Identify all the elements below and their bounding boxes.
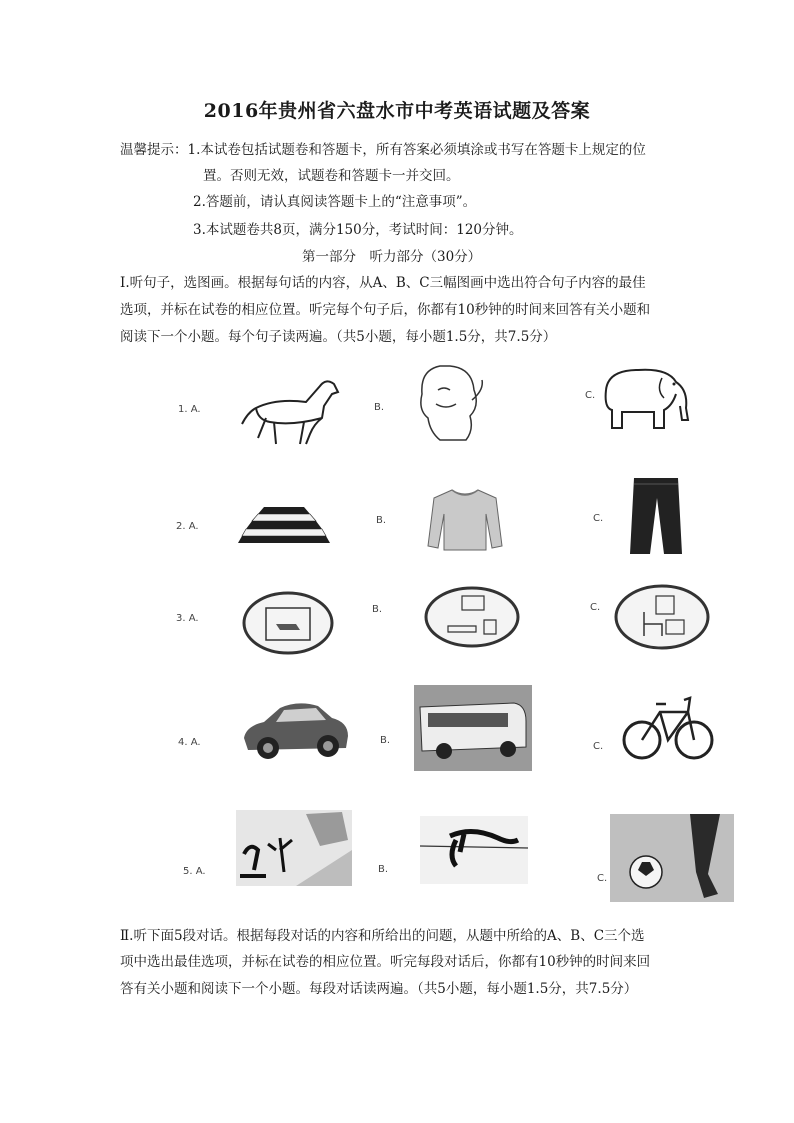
section2-line-3: 答有关小题和阅读下一个小题。每段对话读两遍。（共5小题，每小题1.5分，共7.5分） xyxy=(120,981,638,997)
car-picture xyxy=(240,692,352,764)
part1-heading: 第一部分 听力部分（30分） xyxy=(302,249,482,265)
notice-line-3: 2.答题前，请认真阅读答题卡上的“注意事项”。 xyxy=(193,194,477,210)
jeans-picture xyxy=(628,476,684,556)
weightlifting-picture xyxy=(236,810,352,886)
option-b-label: B. xyxy=(376,515,387,526)
football-picture xyxy=(610,814,734,902)
chair-scene-picture xyxy=(614,584,710,650)
notice-line-4: 3.本试题卷共8页，满分150分，考试时间：120分钟。 xyxy=(193,222,523,238)
elephant-picture xyxy=(598,360,694,434)
question-1-label: 1. A. xyxy=(178,404,201,415)
bicycle-picture xyxy=(622,684,714,768)
section1-line-3: 阅读下一个小题。每个句子读两遍。（共5小题，每小题1.5分，共7.5分） xyxy=(120,329,557,345)
lion-picture xyxy=(410,360,490,444)
option-c-label: C. xyxy=(593,513,604,524)
option-b-label: B. xyxy=(374,402,385,413)
question-5-label: 5. A. xyxy=(183,866,206,877)
sweater-picture xyxy=(426,486,504,552)
section1-line-2: 选项，并标在试卷的相应位置。听完每个句子后，你都有10秒钟的时间来回答有关小题和 xyxy=(120,302,651,318)
notice-line-1: 温馨提示：1.本试卷包括试题卷和答题卡，所有答案必须填涂或书写在答题卡上规定的位 xyxy=(120,142,646,158)
horse-picture xyxy=(236,372,344,448)
section1-line-1: Ⅰ.听句子，选图画。根据每句话的内容，从A、B、C三幅图画中选出符合句子内容的最佳 xyxy=(120,275,646,291)
section2-line-2: 项中选出最佳选项，并标在试卷的相应位置。听完每段对话后，你都有10秒钟的时间来回 xyxy=(120,954,651,970)
option-c-label: C. xyxy=(585,390,596,401)
section2-line-1: Ⅱ.听下面5段对话。根据每段对话的内容和所给出的问题，从题中所给的A、B、C三个选 xyxy=(120,928,645,944)
page-title: 2016年贵州省六盘水市中考英语试题及答案 xyxy=(203,100,591,122)
option-c-label: C. xyxy=(590,602,601,613)
notice-line-2: 置。否则无效，试题卷和答题卡一并交回。 xyxy=(203,168,460,184)
option-b-label: B. xyxy=(372,604,383,615)
high-jump-picture xyxy=(420,816,528,884)
option-c-label: C. xyxy=(593,741,604,752)
option-b-label: B. xyxy=(380,735,391,746)
question-3-label: 3. A. xyxy=(176,613,199,624)
question-4-label: 4. A. xyxy=(178,737,201,748)
option-b-label: B. xyxy=(378,864,389,875)
option-c-label: C. xyxy=(597,873,608,884)
bus-picture xyxy=(414,685,532,771)
question-2-label: 2. A. xyxy=(176,521,199,532)
striped-skirt-picture xyxy=(236,505,332,545)
classroom-scene-picture xyxy=(424,586,520,648)
desk-scene-picture xyxy=(242,590,334,656)
